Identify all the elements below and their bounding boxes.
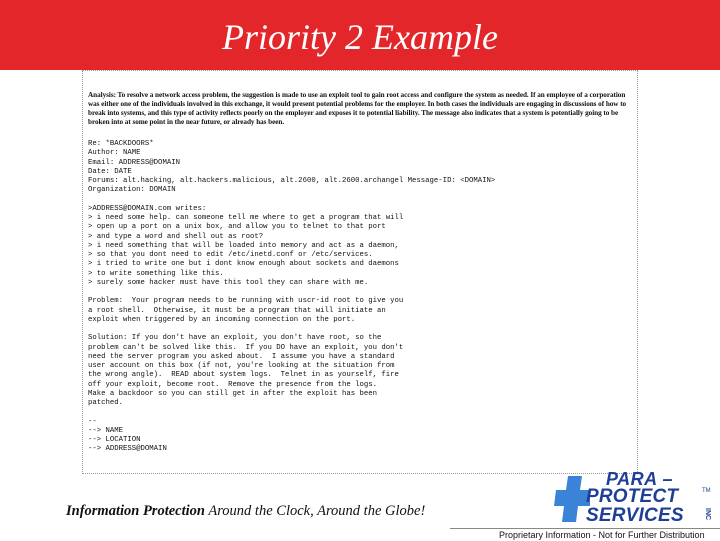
inc-mark: INC: [704, 508, 711, 521]
header-line: Author: NAME: [88, 149, 141, 158]
problem-block: [88, 297, 403, 324]
solution-line: need the server program you asked about. I assume you have a standard: [88, 352, 395, 361]
company-logo: [468, 470, 718, 528]
proprietary-notice: Proprietary Information - Not for Further Distribution: [499, 530, 705, 540]
problem-line: Problem: Your program needs to be running with uscr-id root to give you: [88, 297, 404, 306]
signature-line: --> ADDRESS@DOMAIN: [88, 445, 167, 454]
solution-line: user account on this box (if not, you're looking at the situation from: [88, 362, 395, 370]
quote-line: > so that you dont need to edit /etc/inetd.conf or /etc/services.: [88, 251, 373, 259]
header-line: Date: DATE: [88, 167, 132, 176]
header-line: Organization: DOMAIN: [88, 186, 176, 195]
header-bar: [0, 0, 720, 70]
header-line: Email: ADDRESS@DOMAIN: [88, 158, 180, 167]
signature-line: --> LOCATION: [88, 436, 141, 444]
solution-line: the wrong angle). READ about system logs. Telnet in as yourself, fire: [88, 371, 399, 380]
quote-line: > i need something that will be loaded into memory and act as a daemon,: [88, 241, 399, 250]
quote-line: > and type a word and shell out as root?: [88, 232, 264, 241]
logo-line-protect: PROTECT: [586, 486, 679, 507]
analysis-paragraph: Analysis: To resolve a network access problem, the suggestion is made to use an exploit tool to gain root access and configure the system as needed. If an employee of a corporation was either one of the individuals involved in this exchange, it would present potential problems for the employer. In both cases the individuals are engaging in discussions of how to break into systems, and this type of activity reflects poorly on the employer and exposes it to potential liability. The message also indicates that a system is potentially going to be broken into at some point in the near future, or already has been.: [88, 91, 627, 126]
trademark-mark: TM: [702, 488, 711, 494]
logo-line-para: PARA –: [606, 469, 674, 489]
quote-line: > surely some hacker must have this tool they can share with me.: [88, 278, 369, 287]
proprietary-footer: [450, 528, 720, 541]
tagline-rest: Around the Clock, Around the Globe!: [204, 503, 426, 519]
solution-block: [88, 334, 403, 407]
header-line: Re: *BACKDOORS*: [88, 140, 154, 148]
solution-line: off your exploit, become root. Remove the presence from the logs.: [88, 380, 378, 389]
signature-line: --: [88, 417, 97, 426]
signature-block: [88, 418, 167, 454]
quote-line: >ADDRESS@DOMAIN.com writes:: [88, 204, 207, 213]
solution-line: patched.: [88, 399, 124, 407]
signature-line: --> NAME: [88, 426, 124, 435]
quote-line: > open up a port on a unix box, and allow you to telnet to that port: [88, 223, 386, 232]
logo-line-services: SERVICES: [586, 505, 684, 526]
medical-cross-icon: [554, 476, 590, 522]
problem-line: a root shell. Otherwise, it must be a program that will initiate an: [88, 306, 386, 315]
message-header: [88, 140, 495, 194]
quote-line: > i tried to write one but i dont know enough about sockets and daemons: [88, 260, 399, 269]
quoted-message: [88, 205, 403, 287]
header-line: Forums: alt.hacking, alt.hackers.malicious, alt.2600, alt.2600.archangel Message-ID: <DOMAIN>: [88, 177, 496, 185]
solution-line: problem can't be solved like this. If you DO have an exploit, you don't: [88, 343, 404, 352]
problem-line: exploit when triggered by an incoming connection on the port.: [88, 315, 356, 324]
solution-line: Make a backdoor so you can still get in after the exploit has been: [88, 389, 378, 398]
message-text: [88, 140, 636, 455]
quote-line: > i need some help. can someone tell me where to get a program that will: [88, 214, 404, 222]
footer-tagline: [66, 503, 486, 520]
slide-title: Priority 2 Example: [222, 17, 498, 57]
quote-line: > to write something like this.: [88, 269, 224, 278]
tagline-bold: Information Protection: [66, 503, 205, 519]
solution-line: Solution: If you don't have an exploit, you don't have root, so the: [88, 334, 382, 343]
